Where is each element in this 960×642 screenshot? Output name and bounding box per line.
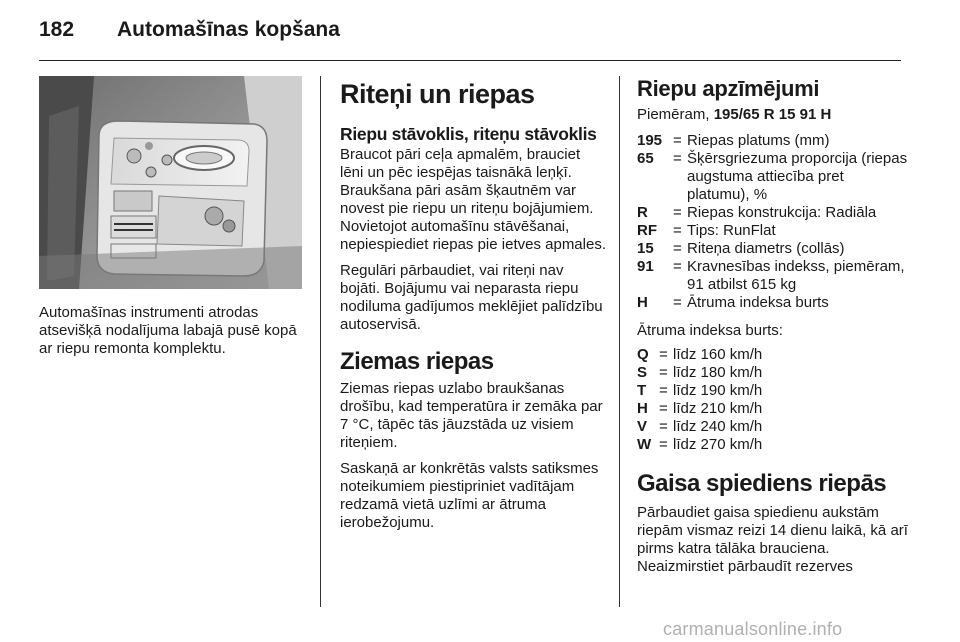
trunk-compartment-illustration (39, 76, 302, 289)
definition-equals: = (673, 150, 682, 167)
speed-index-equals: = (659, 418, 668, 435)
column-divider-2 (619, 76, 620, 607)
definition-equals: = (673, 294, 682, 311)
speed-index-intro: Ātruma indeksa burts: (637, 322, 783, 339)
speed-index-key: W (637, 436, 652, 453)
speed-index-key: H (637, 400, 648, 417)
column-1 (39, 76, 305, 358)
definition-text: Ātruma indeksa burts (687, 294, 829, 311)
watermark: carmanualsonline.info (663, 619, 843, 639)
paragraph-winter-1: Ziemas riepas uzlabo braukšanas drošību, kad temperatūra ir zemāka par 7 °C, tāpēc tās jāuzstāda uz visiem riteņiem. (340, 380, 603, 451)
definition-equals: = (673, 240, 682, 257)
speed-index-text: līdz 180 km/h (673, 364, 763, 381)
heading-tyre-condition: Riepu stāvoklis, riteņu stāvoklis (340, 124, 597, 144)
photo-caption: Automašīnas instrumenti atrodas atsevišķā nodalījuma labajā pusē kopā ar riepu remonta komplektu. (39, 304, 297, 357)
page-header (39, 18, 919, 48)
trunk-compartment-photo (39, 76, 302, 289)
definition-key: 195 (637, 132, 663, 149)
speed-index-equals: = (659, 346, 668, 363)
definition-text: Riepas platums (mm) (687, 132, 830, 149)
definition-equals: = (673, 222, 682, 239)
paragraph-inspection: Regulāri pārbaudiet, vai riteņi nav bojāti. Bojājumu vai neparasta riepu nodiluma gadījumos meklējiet palīdzību autoservisā. (340, 262, 603, 333)
definition-text: Riepas konstrukcija: Radiāla (687, 204, 877, 221)
example-prefix: Piemēram, (637, 106, 710, 123)
example-line (637, 106, 909, 124)
designation-definitions (637, 132, 909, 312)
definition-text: Kravnesības indekss, piemēram, 91 atbilst 615 kg (687, 258, 905, 293)
definition-equals: = (673, 132, 682, 149)
heading-tyre-designations: Riepu apzīmējumi (637, 76, 820, 101)
definition-key: RF (637, 222, 657, 239)
heading-winter-tyres: Ziemas riepas (340, 348, 494, 375)
heading-tyre-pressure: Gaisa spiediens riepās (637, 470, 887, 497)
speed-index-key: V (637, 418, 648, 435)
example-value: 195/65 R 15 91 H (713, 106, 832, 123)
column-2 (340, 76, 606, 540)
definition-text: Riteņa diametrs (collās) (687, 240, 845, 257)
speed-index-key: S (637, 364, 648, 381)
speed-index-equals: = (659, 382, 668, 399)
paragraph-winter-2: Saskaņā ar konkrētās valsts satiksmes noteikumiem piestipriniet vadītājam redzamā vietā uzlīmi ar ātruma ierobežojumu. (340, 460, 599, 531)
paragraph-kerbs: Braucot pāri ceļa apmalēm, brauciet lēni un pēc iespējas taisnākā leņķī. Braukšana pāri asām šķautnēm var novest pie riepu un riteņu bojājumiem. Novietojot automašīnu stāvēšanai, nepiespiediet riepas pie ietves apmales. (340, 146, 606, 253)
section-title-wheels-tyres: Riteņi un riepas (340, 79, 535, 109)
speed-index-text: līdz 210 km/h (673, 400, 763, 417)
page-number: 182 (39, 18, 75, 41)
paragraph-tyre-pressure: Pārbaudiet gaisa spiedienu aukstām riepām vismaz reizi 14 dienu laikā, kā arī pirms katra tālāka brauciena. Neaizmirstiet pārbaudīt rezerves (637, 504, 908, 575)
speed-index-text: līdz 160 km/h (673, 346, 763, 363)
speed-index-equals: = (659, 364, 668, 381)
definition-key: H (637, 294, 648, 311)
speed-index-text: līdz 270 km/h (673, 436, 763, 453)
header-rule (39, 60, 901, 61)
speed-index-key: T (637, 382, 647, 399)
speed-index-list (637, 346, 909, 454)
speed-index-equals: = (659, 400, 668, 417)
speed-index-key: Q (637, 346, 649, 363)
column-3 (637, 76, 909, 584)
definition-equals: = (673, 258, 682, 275)
speed-index-equals: = (659, 436, 668, 453)
definition-text: Tips: RunFlat (687, 222, 776, 239)
definition-equals: = (673, 204, 682, 221)
definition-key: 91 (637, 258, 654, 275)
definition-key: 15 (637, 240, 654, 257)
definition-key: R (637, 204, 648, 221)
speed-index-text: līdz 240 km/h (673, 418, 763, 435)
definition-text: Šķērsgriezuma proporcija (riepas augstuma attiecība pret platumu), % (687, 150, 908, 203)
speed-index-text: līdz 190 km/h (673, 382, 763, 399)
definition-key: 65 (637, 150, 654, 167)
running-title: Automašīnas kopšana (117, 18, 340, 41)
column-divider-1 (320, 76, 321, 607)
